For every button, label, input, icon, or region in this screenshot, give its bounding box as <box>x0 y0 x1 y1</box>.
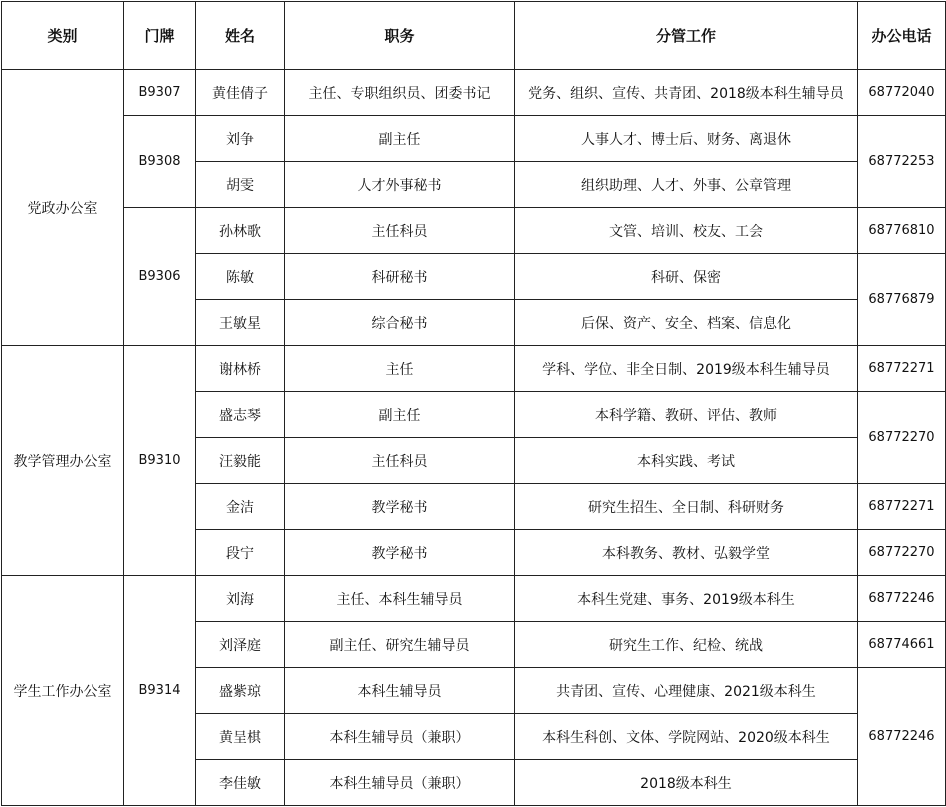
name-cell: 陈敏 <box>196 254 285 300</box>
name-cell: 刘泽庭 <box>196 622 285 668</box>
position-cell: 主任、本科生辅导员 <box>285 576 515 622</box>
header-door: 门牌 <box>124 2 196 70</box>
position-cell: 主任、专职组织员、团委书记 <box>285 70 515 116</box>
duties-cell: 本科实践、考试 <box>515 438 858 484</box>
door-cell: B9308 <box>124 116 196 208</box>
phone-cell: 68772271 <box>858 484 946 530</box>
position-cell: 教学秘书 <box>285 484 515 530</box>
header-phone: 办公电话 <box>858 2 946 70</box>
phone-cell: 68776879 <box>858 254 946 346</box>
position-cell: 副主任、研究生辅导员 <box>285 622 515 668</box>
name-cell: 段宁 <box>196 530 285 576</box>
phone-cell: 68772040 <box>858 70 946 116</box>
table-row <box>2 576 946 622</box>
name-cell: 黄佳倩子 <box>196 70 285 116</box>
position-cell: 教学秘书 <box>285 530 515 576</box>
name-cell: 胡雯 <box>196 162 285 208</box>
duties-cell: 文管、培训、校友、工会 <box>515 208 858 254</box>
category-cell: 党政办公室 <box>2 70 124 346</box>
duties-cell: 本科教务、教材、弘毅学堂 <box>515 530 858 576</box>
duties-cell: 研究生工作、纪检、统战 <box>515 622 858 668</box>
duties-cell: 本科生党建、事务、2019级本科生 <box>515 576 858 622</box>
duties-cell: 共青团、宣传、心理健康、2021级本科生 <box>515 668 858 714</box>
staff-directory-table <box>1 1 946 806</box>
position-cell: 主任科员 <box>285 208 515 254</box>
name-cell: 盛志琴 <box>196 392 285 438</box>
position-cell: 本科生辅导员（兼职） <box>285 714 515 760</box>
door-cell: B9307 <box>124 70 196 116</box>
door-cell: B9314 <box>124 576 196 806</box>
name-cell: 王敏星 <box>196 300 285 346</box>
duties-cell: 2018级本科生 <box>515 760 858 806</box>
duties-cell: 后保、资产、安全、档案、信息化 <box>515 300 858 346</box>
position-cell: 主任 <box>285 346 515 392</box>
position-cell: 副主任 <box>285 392 515 438</box>
phone-cell: 68772246 <box>858 576 946 622</box>
name-cell: 汪毅能 <box>196 438 285 484</box>
name-cell: 刘争 <box>196 116 285 162</box>
door-cell: B9310 <box>124 346 196 576</box>
name-cell: 盛紫琼 <box>196 668 285 714</box>
duties-cell: 本科生科创、文体、学院网站、2020级本科生 <box>515 714 858 760</box>
phone-cell: 68772270 <box>858 392 946 484</box>
duties-cell: 科研、保密 <box>515 254 858 300</box>
table-row <box>2 346 946 392</box>
category-cell: 教学管理办公室 <box>2 346 124 576</box>
phone-cell: 68774661 <box>858 622 946 668</box>
position-cell: 科研秘书 <box>285 254 515 300</box>
name-cell: 金洁 <box>196 484 285 530</box>
name-cell: 李佳敏 <box>196 760 285 806</box>
header-name: 姓名 <box>196 2 285 70</box>
phone-cell: 68772253 <box>858 116 946 208</box>
name-cell: 谢林桥 <box>196 346 285 392</box>
table-row <box>2 208 946 254</box>
position-cell: 本科生辅导员（兼职） <box>285 760 515 806</box>
position-cell: 副主任 <box>285 116 515 162</box>
duties-cell: 人事人才、博士后、财务、离退休 <box>515 116 858 162</box>
position-cell: 主任科员 <box>285 438 515 484</box>
name-cell: 刘海 <box>196 576 285 622</box>
header-row <box>2 2 946 70</box>
duties-cell: 组织助理、人才、外事、公章管理 <box>515 162 858 208</box>
phone-cell: 68772270 <box>858 530 946 576</box>
phone-cell: 68772246 <box>858 668 946 806</box>
position-cell: 综合秘书 <box>285 300 515 346</box>
phone-cell: 68776810 <box>858 208 946 254</box>
header-duties: 分管工作 <box>515 2 858 70</box>
name-cell: 孙林歌 <box>196 208 285 254</box>
position-cell: 本科生辅导员 <box>285 668 515 714</box>
category-cell: 学生工作办公室 <box>2 576 124 806</box>
duties-cell: 党务、组织、宣传、共青团、2018级本科生辅导员 <box>515 70 858 116</box>
phone-cell: 68772271 <box>858 346 946 392</box>
name-cell: 黄呈棋 <box>196 714 285 760</box>
duties-cell: 研究生招生、全日制、科研财务 <box>515 484 858 530</box>
duties-cell: 学科、学位、非全日制、2019级本科生辅导员 <box>515 346 858 392</box>
door-cell: B9306 <box>124 208 196 346</box>
header-position: 职务 <box>285 2 515 70</box>
header-category: 类别 <box>2 2 124 70</box>
table-row <box>2 116 946 162</box>
table-row <box>2 70 946 116</box>
position-cell: 人才外事秘书 <box>285 162 515 208</box>
duties-cell: 本科学籍、教研、评估、教师 <box>515 392 858 438</box>
